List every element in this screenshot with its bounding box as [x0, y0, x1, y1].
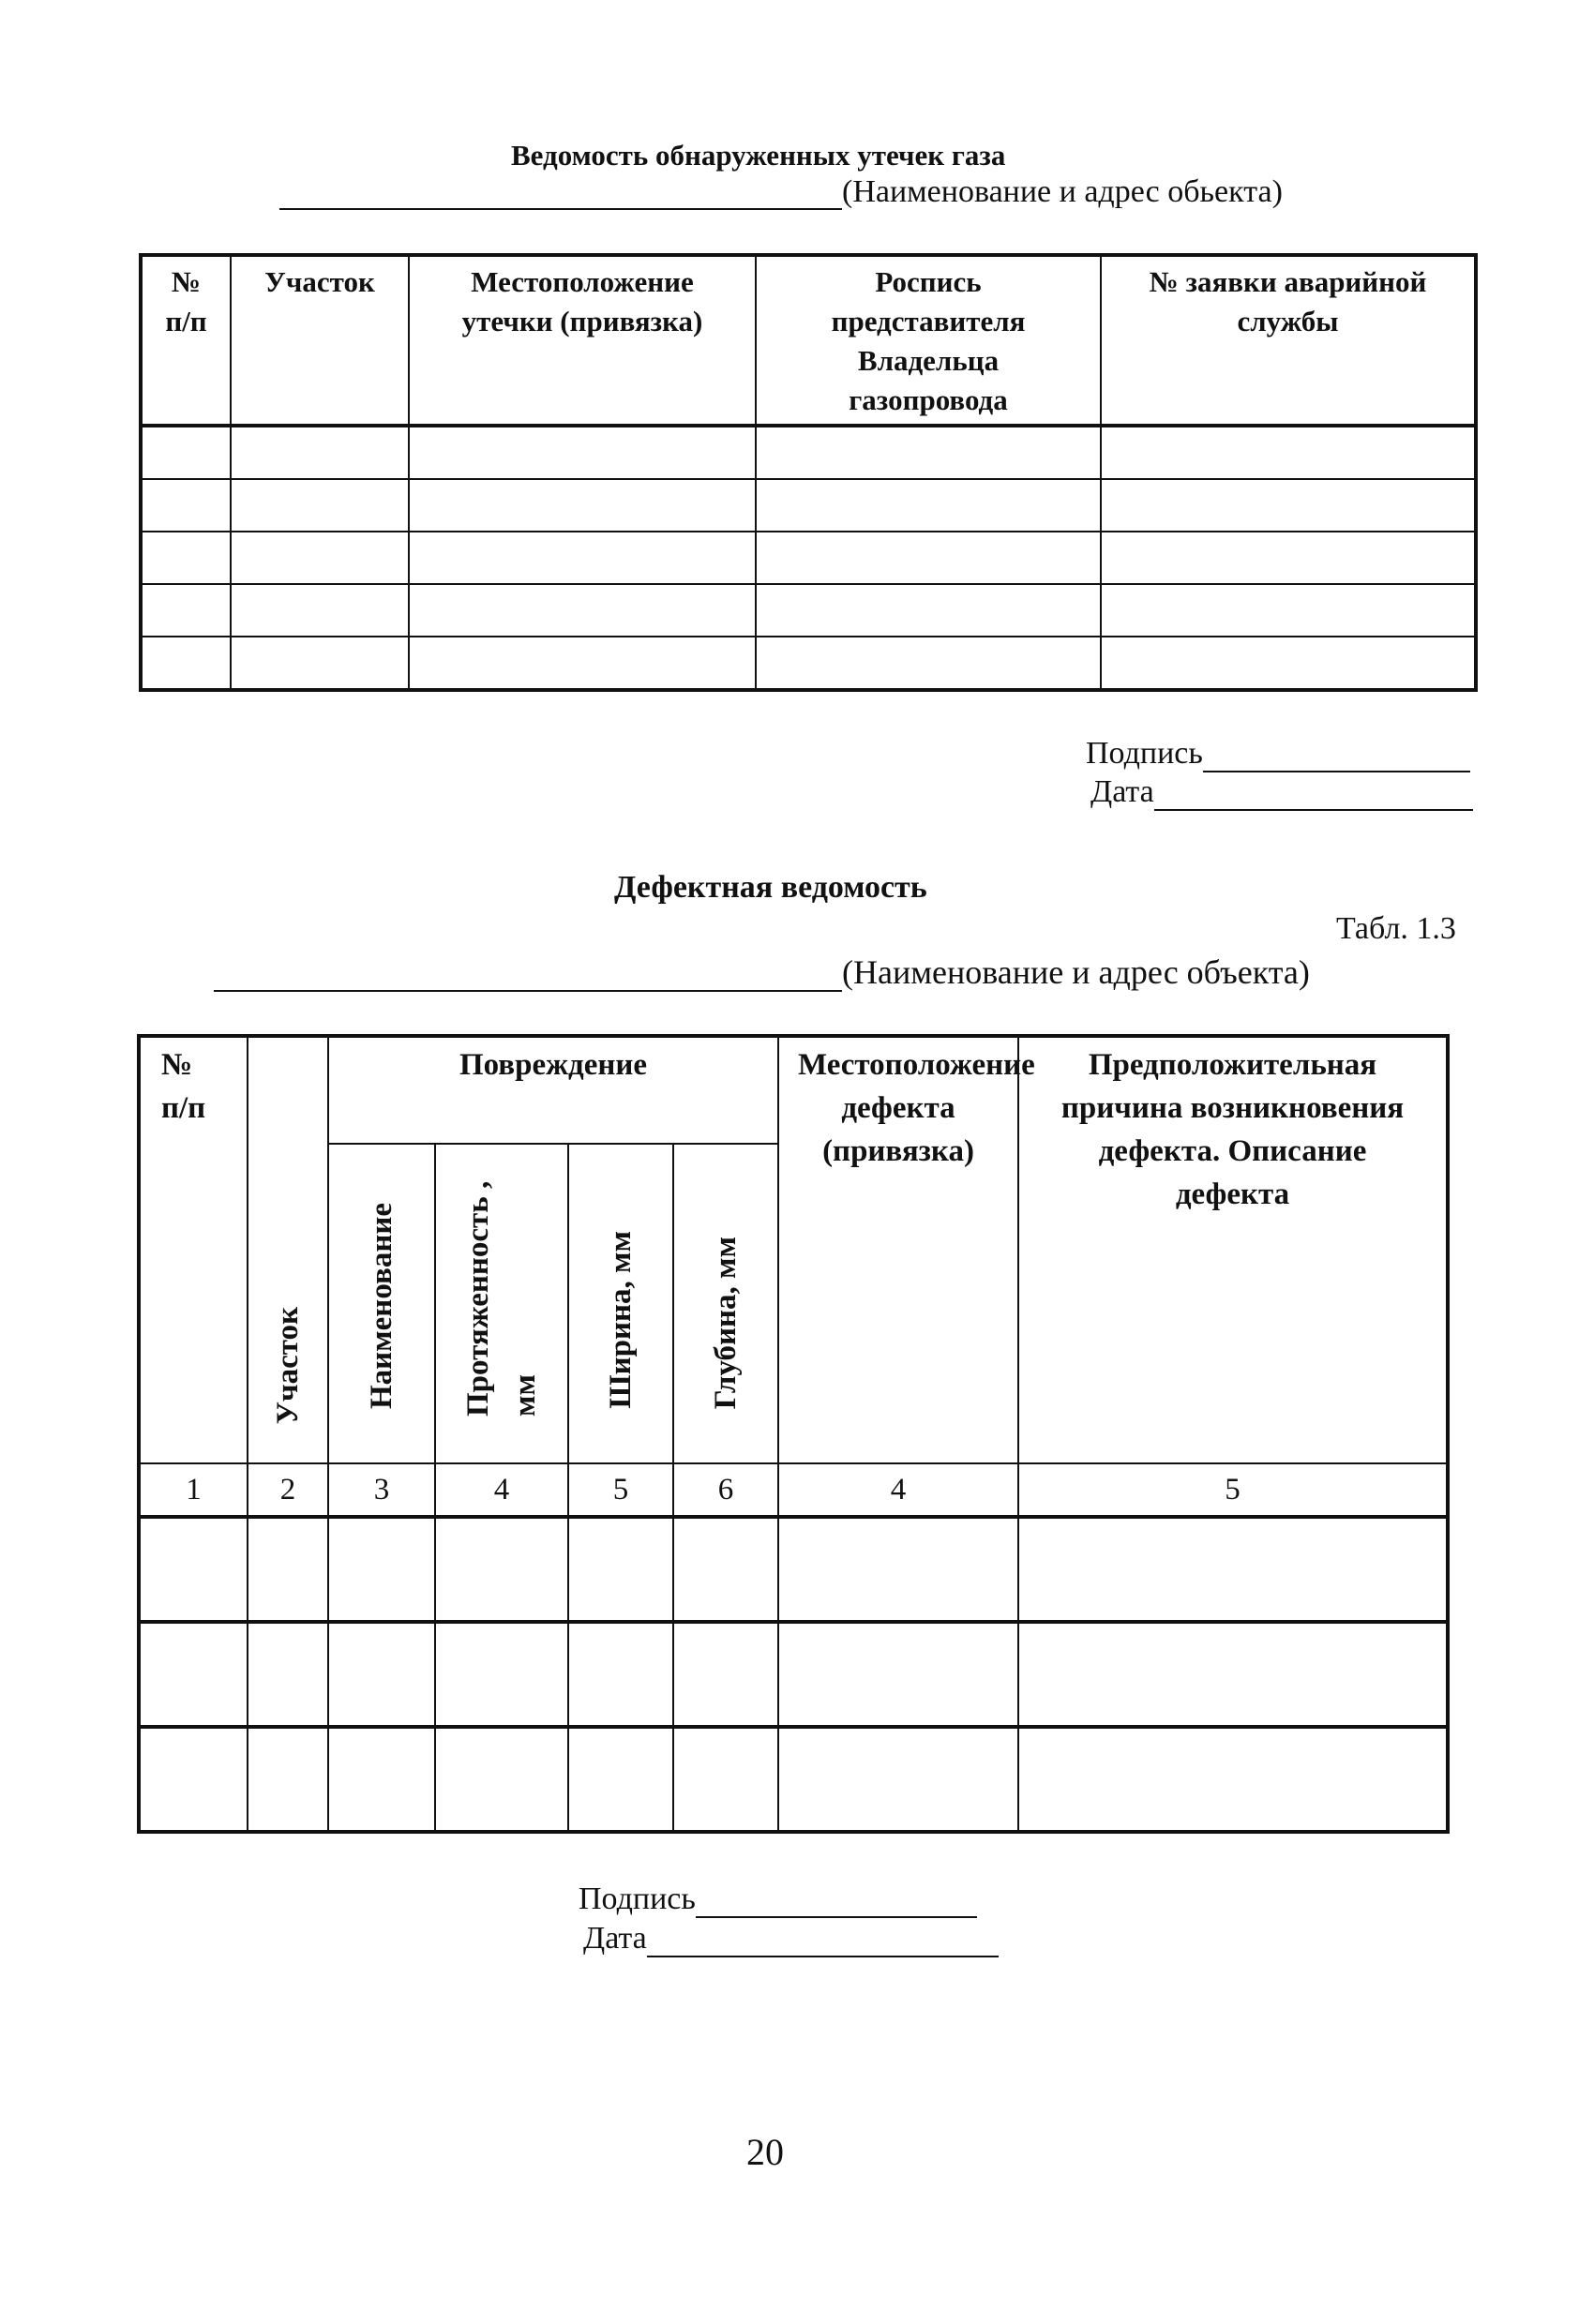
signature-blank[interactable] [696, 1888, 977, 1918]
table-row[interactable] [141, 532, 1476, 584]
table-row[interactable] [141, 426, 1476, 479]
table-row[interactable] [139, 1517, 1448, 1622]
object-blank[interactable] [214, 962, 842, 992]
column-number: 6 [673, 1463, 778, 1517]
signature-label: Подпись [579, 1882, 696, 1916]
defects-table [137, 1034, 1450, 1834]
column-number: 4 [435, 1463, 568, 1517]
leaks-title: Ведомость обнаруженных утечек газа [511, 139, 1006, 172]
column-number-row [139, 1463, 1448, 1517]
date-blank[interactable] [647, 1927, 999, 1957]
table-row[interactable] [139, 1727, 1448, 1832]
leaks-object-caption: (Наименование и адрес обьекта) [842, 174, 1283, 209]
date-blank[interactable] [1154, 781, 1473, 811]
leaks-object-line [279, 174, 1283, 210]
defects-object-caption: (Наименование и адрес объекта) [842, 953, 1310, 991]
signature-blank[interactable] [1203, 742, 1470, 772]
column-number: 1 [139, 1463, 248, 1517]
table-row[interactable] [141, 479, 1476, 532]
leaks-signature-line[interactable] [1086, 735, 1470, 772]
header-damage-depth: Глубина, мм [673, 1144, 778, 1463]
defects-date-line[interactable] [583, 1920, 999, 1957]
header-section: Участок [248, 1036, 328, 1463]
header-damage: Повреждение [328, 1036, 778, 1144]
defects-title: Дефектная ведомость [614, 870, 927, 905]
column-number: 5 [568, 1463, 673, 1517]
column-number: 5 [1018, 1463, 1448, 1517]
header-num: № п/п [139, 1036, 248, 1463]
leaks-table [139, 253, 1478, 692]
header-damage-width: Ширина, мм [568, 1144, 673, 1463]
header-location: Местоположение утечки (привязка) [409, 255, 756, 426]
header-num: № п/п [141, 255, 231, 426]
object-blank[interactable] [279, 180, 842, 210]
column-number: 2 [248, 1463, 328, 1517]
header-damage-length: Протяженность , мм [435, 1144, 568, 1463]
table-row[interactable] [141, 637, 1476, 690]
date-label: Дата [1090, 774, 1154, 809]
column-number: 3 [328, 1463, 435, 1517]
header-signature: Роспись представителя Владельца газопровода [756, 255, 1101, 426]
column-number: 4 [778, 1463, 1018, 1517]
leaks-header-row [141, 255, 1476, 426]
table-row[interactable] [139, 1622, 1448, 1727]
header-cause: Предположительная причина возникновения дефекта. Описание дефекта [1018, 1036, 1448, 1463]
defects-header-row [139, 1036, 1448, 1144]
table-row[interactable] [141, 584, 1476, 637]
header-request: № заявки аварийной службы [1101, 255, 1476, 426]
date-label: Дата [583, 1921, 647, 1956]
page-number: 20 [746, 2131, 784, 2173]
header-section: Участок [231, 255, 409, 426]
header-damage-name: Наименование [328, 1144, 435, 1463]
table-ref: Табл. 1.3 [1336, 911, 1456, 946]
signature-label: Подпись [1086, 736, 1203, 771]
defects-signature-line[interactable] [579, 1881, 977, 1918]
defects-object-line [214, 952, 1310, 992]
header-location: Местоположение дефекта (привязка) [778, 1036, 1018, 1463]
leaks-date-line[interactable] [1090, 773, 1473, 811]
